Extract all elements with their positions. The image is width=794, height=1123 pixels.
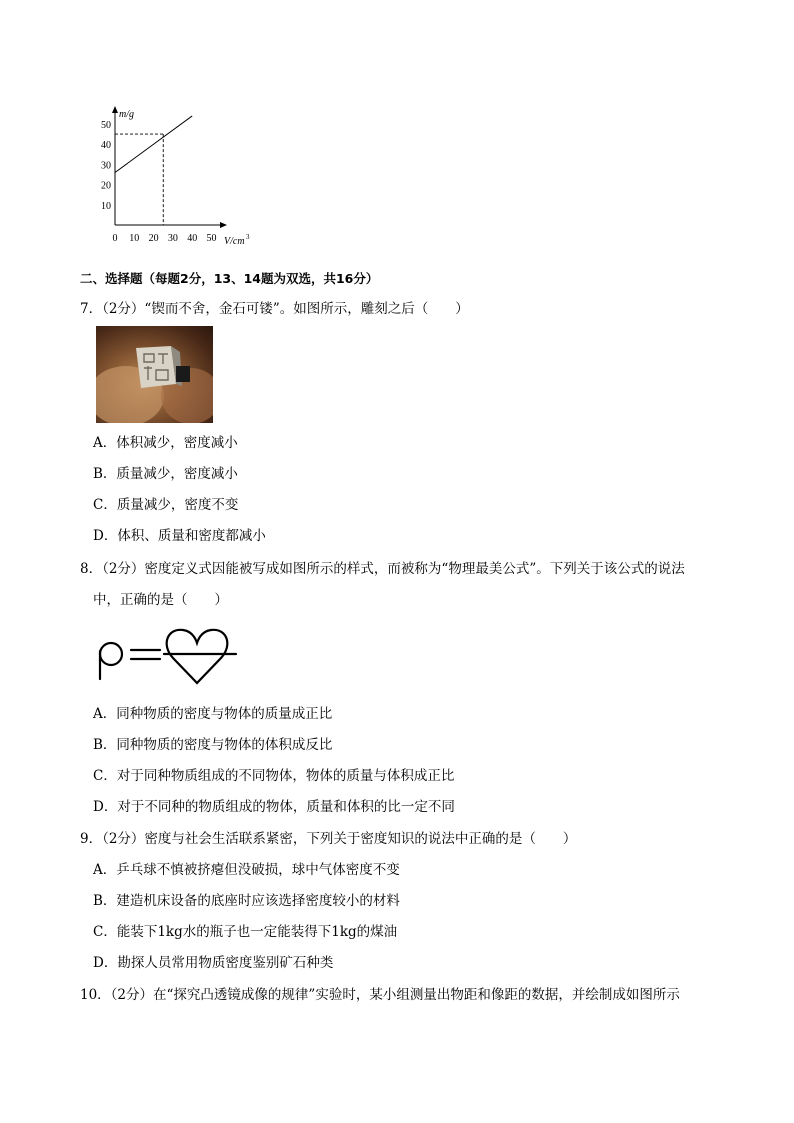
q10-stem: 10．（2分）在“探究凸透镜成像的规律”实验时，某小组测量出物距和像距的数据，并绘制成如图所示 [80,987,680,1003]
q9-option-a: A．乒乓球不慎被挤瘪但没破损，球中气体密度不变 [93,862,400,878]
section-title: 二、选择题（每题2分，13、14题为双选，共16分） [80,271,379,286]
q9-stem: 9．（2分）密度与社会生活联系紧密，下列关于密度知识的说法中正确的是（ ） [80,831,577,847]
q8-option-b: B．同种物质的密度与物体的体积成反比 [93,737,333,753]
x-tick-label: 0 [112,233,118,244]
data-series [115,116,192,173]
x-tick-label: 10 [129,233,140,244]
q7-option-d: D．体积、质量和密度都减小 [93,528,266,544]
q7-stem: 7．（2分）“锲而不舍，金石可镂”。如图所示，雕刻之后（ ） [80,301,469,317]
x-tick-label: 20 [148,233,159,244]
x-axis-label: V/cm [224,236,245,247]
y-tick-label: 20 [101,180,111,192]
x-tick-labels [113,233,217,244]
density-formula-figure [94,625,244,690]
q7-option-b: B．质量减少，密度减小 [93,466,238,482]
x-tick-label: 30 [167,233,178,244]
y-axis-label: m/g [119,109,134,120]
y-tick-label: 10 [101,200,111,212]
series-line [115,116,192,173]
x-tick-label: 50 [206,233,217,244]
q8-stem-line2: 中，正确的是（ ） [93,592,228,608]
y-tick-label: 30 [101,160,111,172]
guide-lines [115,134,163,225]
q9-option-b: B．建造机床设备的底座时应该选择密度较小的材料 [93,893,400,909]
q8-option-d: D．对于不同种的物质组成的物体，质量和体积的比一定不同 [93,799,455,815]
y-tick-label: 50 [101,120,111,131]
x-axis-label-superscript: 3 [246,233,250,241]
x-tick-label: 40 [187,233,198,244]
q8-stem-line1: 8．（2分）密度定义式因能被写成如图所示的样式，而被称为“物理最美公式”。下列关于该公式的说法 [80,561,685,577]
q7-option-c: C．质量减少，密度不变 [93,497,239,513]
q9-option-c: C．能装下1kg水的瓶子也一定能装得下1kg的煤油 [93,924,398,940]
q9-option-d: D．勘探人员常用物质密度鉴别矿石种类 [93,955,334,971]
q8-option-c: C．对于同种物质组成的不同物体，物体的质量与体积成正比 [93,768,455,784]
q8-option-a: A．同种物质的密度与物体的质量成正比 [93,706,333,722]
y-tick-label: 40 [101,140,111,152]
y-tick-labels [101,120,111,212]
graph-axes [112,106,227,228]
seal-carving-photo [96,326,213,423]
q7-option-a: A．体积减少，密度减小 [93,435,238,451]
mass-volume-graph [90,105,290,255]
